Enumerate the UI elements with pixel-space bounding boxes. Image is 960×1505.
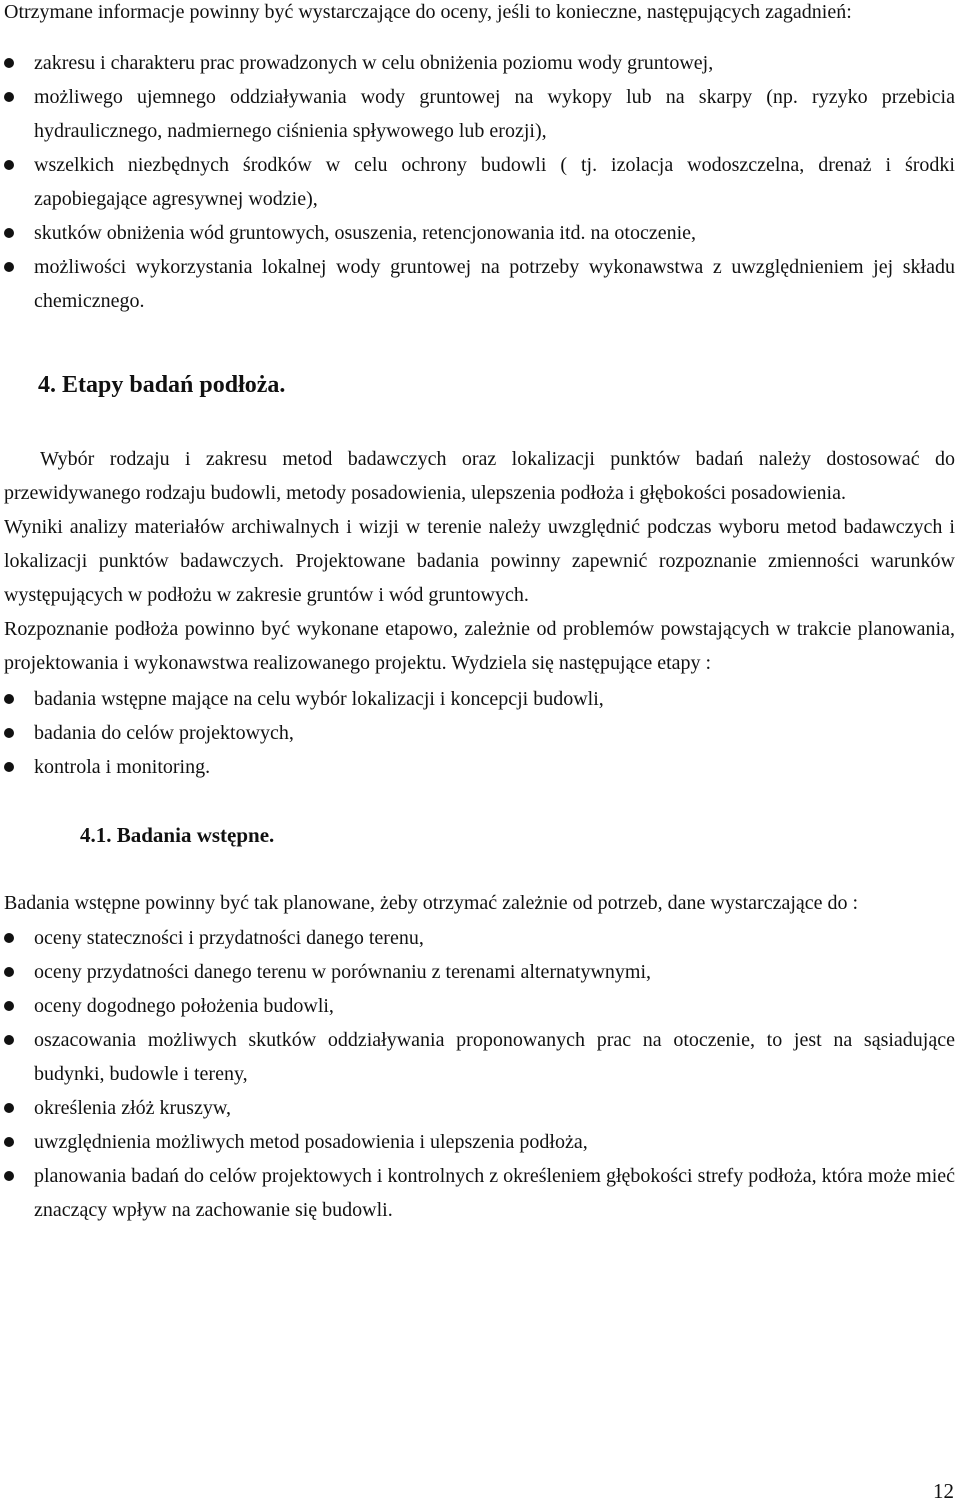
bullet-icon [4, 1001, 14, 1011]
list-item: skutków obniżenia wód gruntowych, osuszenia, retencjonowania itd. na otoczenie, [4, 216, 955, 250]
bullet-icon [4, 1137, 14, 1147]
section-paragraph: Rozpoznanie podłoża powinno być wykonane etapowo, zależnie od problemów powstających w trakcie planowania, projektowania i wykonawstwa realizowanego projektu. Wydziela się następujące etapy : [4, 618, 955, 674]
bullet-icon [4, 1103, 14, 1113]
preliminary-bullet-list [4, 921, 955, 1227]
bullet-icon [4, 967, 14, 977]
subsection-paragraph: Badania wstępne powinny być tak planowane, żeby otrzymać zależnie od potrzeb, dane wystarczające do : [4, 892, 859, 914]
intro-bullet-list [4, 46, 955, 318]
section-paragraph: Wybór rodzaju i zakresu metod badawczych oraz lokalizacji punktów badań należy dostosować do przewidywanego rodzaju budowli, metody posadowienia, ulepszenia podłoża i głębokości posadowienia. [4, 448, 955, 504]
bullet-icon [4, 694, 14, 704]
bullet-icon [4, 933, 14, 943]
subsection-heading: 4.1. Badania wstępne. [80, 823, 275, 847]
list-item: oceny stateczności i przydatności danego terenu, [4, 921, 955, 955]
intro-paragraph: Otrzymane informacje powinny być wystarczające do oceny, jeśli to konieczne, następujących zagadnień: [4, 1, 852, 23]
list-item: oceny przydatności danego terenu w porównaniu z terenami alternatywnymi, [4, 955, 955, 989]
document-page [4, 0, 955, 1227]
list-item: możliwego ujemnego oddziaływania wody gruntowej na wykopy lub na skarpy (np. ryzyko przebicia hydraulicznego, nadmiernego ciśnienia spływowego lub erozji), [4, 80, 955, 148]
list-item: możliwości wykorzystania lokalnej wody gruntowej na potrzeby wykonawstwa z uwzględnieniem jej składu chemicznego. [4, 250, 955, 318]
bullet-icon [4, 160, 14, 170]
list-item: badania do celów projektowych, [4, 716, 955, 750]
bullet-icon [4, 1171, 14, 1181]
section-paragraph: Wyniki analizy materiałów archiwalnych i wizji w terenie należy uwzględnić podczas wyboru metod badawczych i lokalizacji punktów badawczych. Projektowane badania powinny zapewnić rozpoznanie zmienności warunków występujących w podłożu w zakresie gruntów i wód gruntowych. [4, 516, 955, 606]
list-item: uwzględnienia możliwych metod posadowienia i ulepszenia podłoża, [4, 1125, 955, 1159]
page-number: 12 [933, 1479, 954, 1503]
bullet-icon [4, 262, 14, 272]
bullet-icon [4, 1035, 14, 1045]
stages-bullet-list [4, 682, 955, 784]
section-heading: 4. Etapy badań podłoża. [38, 372, 286, 398]
bullet-icon [4, 228, 14, 238]
list-item: kontrola i monitoring. [4, 750, 955, 784]
bullet-icon [4, 762, 14, 772]
list-item: określenia złóż kruszyw, [4, 1091, 955, 1125]
bullet-icon [4, 58, 14, 68]
list-item: zakresu i charakteru prac prowadzonych w celu obniżenia poziomu wody gruntowej, [4, 46, 955, 80]
list-item: wszelkich niezbędnych środków w celu ochrony budowli ( tj. izolacja wodoszczelna, drenaż i środki zapobiegające agresywnej wodzie), [4, 148, 955, 216]
list-item: oceny dogodnego położenia budowli, [4, 989, 955, 1023]
list-item: oszacowania możliwych skutków oddziaływania proponowanych prac na otoczenie, to jest na sąsiadujące budynki, budowle i tereny, [4, 1023, 955, 1091]
list-item: planowania badań do celów projektowych i kontrolnych z określeniem głębokości strefy podłoża, która może mieć znaczący wpływ na zachowanie się budowli. [4, 1159, 955, 1227]
list-item: badania wstępne mające na celu wybór lokalizacji i koncepcji budowli, [4, 682, 955, 716]
bullet-icon [4, 728, 14, 738]
bullet-icon [4, 92, 14, 102]
